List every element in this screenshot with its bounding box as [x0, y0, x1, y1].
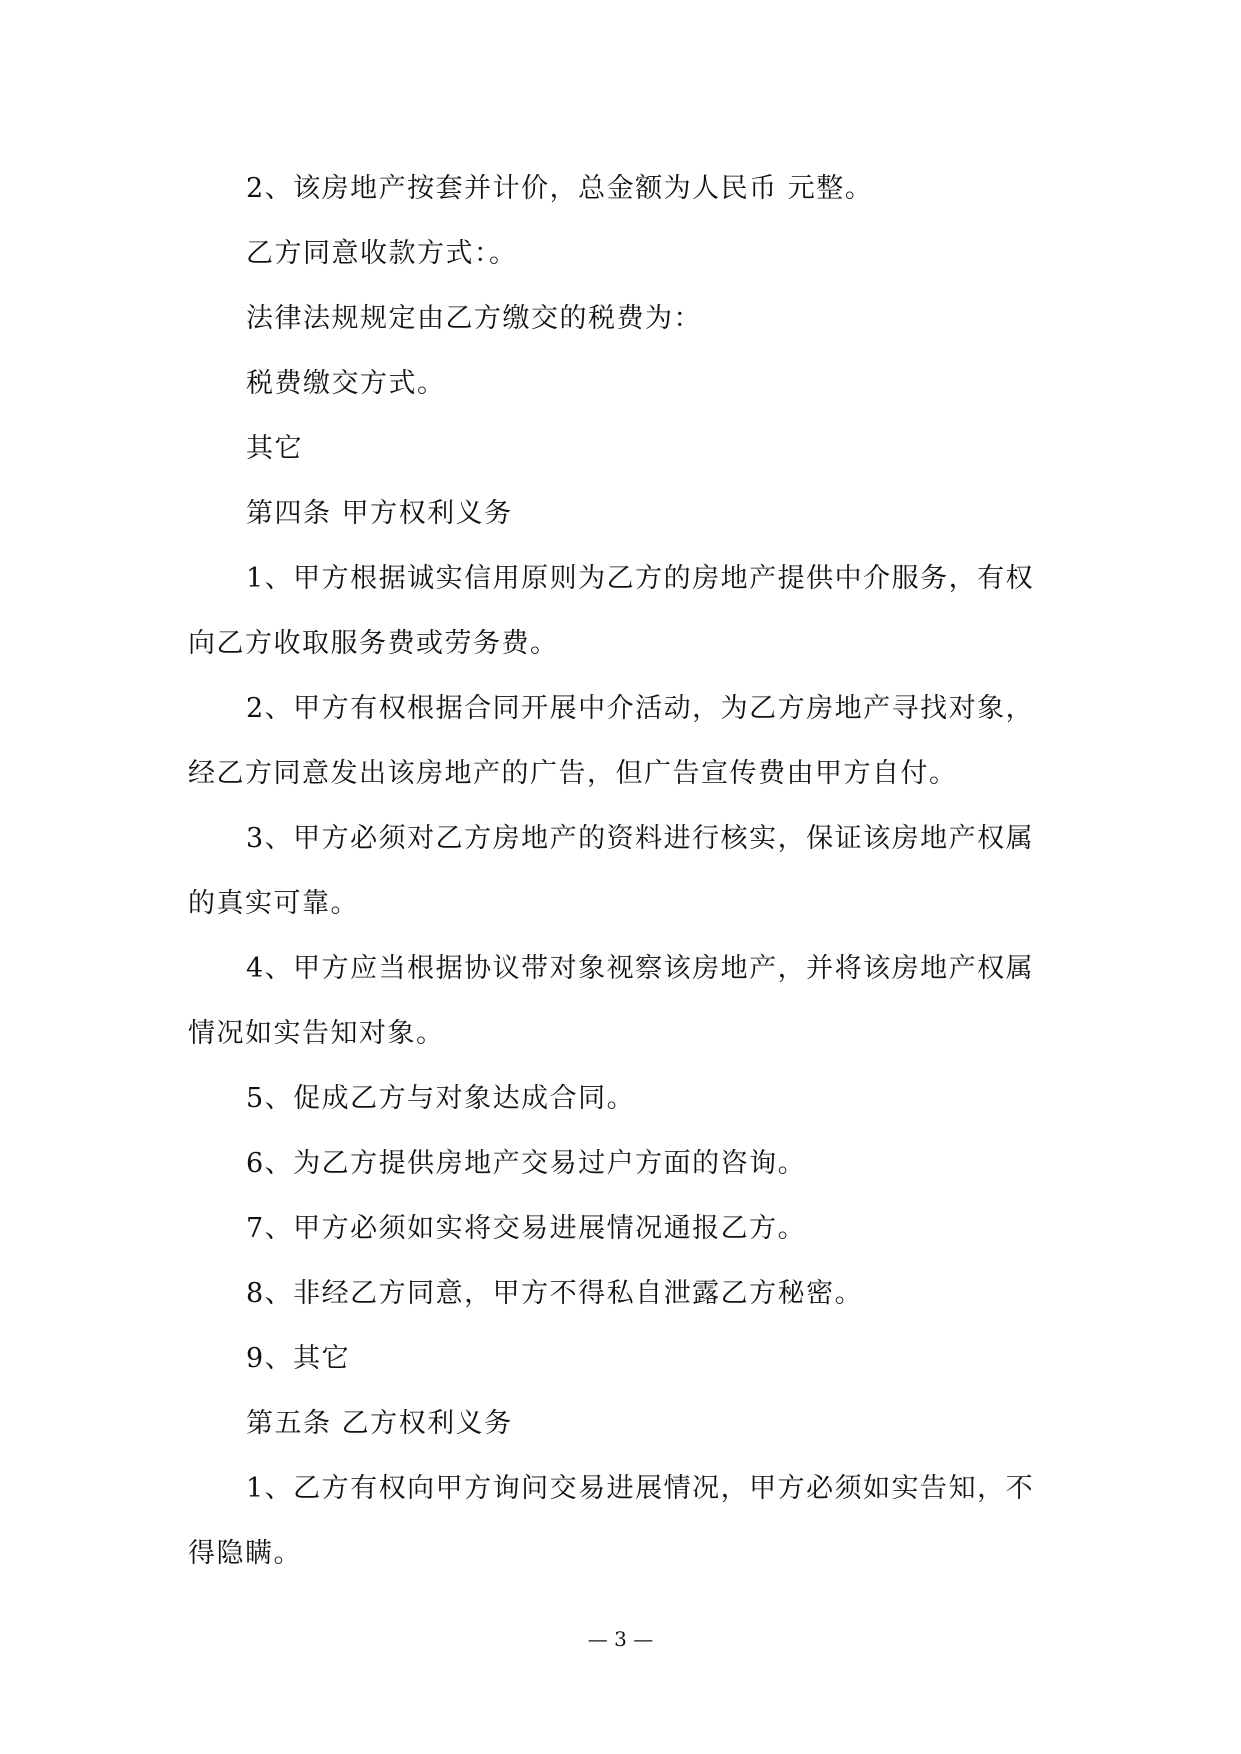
paragraph: 税费缴交方式。	[246, 368, 446, 399]
paragraph: 8、非经乙方同意，甲方不得私自泄露乙方秘密。	[246, 1278, 864, 1309]
paragraph: 3、甲方必须对乙方房地产的资料进行核实，保证该房地产权属的真实可靠。	[188, 823, 1035, 919]
paragraph: 7、甲方必须如实将交易进展情况通报乙方。	[246, 1213, 807, 1244]
page-number: — 3 —	[587, 1627, 654, 1651]
paragraph: 4、甲方应当根据协议带对象视察该房地产，并将该房地产权属情况如实告知对象。	[188, 953, 1035, 1049]
paragraph: 乙方同意收款方式：。	[246, 238, 518, 269]
document-body	[188, 156, 1060, 1586]
paragraph: 其它	[246, 433, 303, 464]
paragraph: 6、为乙方提供房地产交易过户方面的咨询。	[246, 1148, 807, 1179]
paragraph: 法律法规规定由乙方缴交的税费为：	[246, 303, 702, 334]
paragraph: 1、乙方有权向甲方询问交易进展情况，甲方必须如实告知，不得隐瞒。	[188, 1473, 1035, 1569]
paragraph: 2、该房地产按套并计价，总金额为人民币 元整。	[246, 173, 874, 204]
paragraph: 9、其它	[246, 1343, 351, 1374]
section-heading: 第四条 甲方权利义务	[246, 498, 513, 529]
section-heading: 第五条 乙方权利义务	[246, 1408, 513, 1439]
paragraph: 1、甲方根据诚实信用原则为乙方的房地产提供中介服务，有权向乙方收取服务费或劳务费。	[188, 563, 1035, 659]
paragraph: 2、甲方有权根据合同开展中介活动，为乙方房地产寻找对象，经乙方同意发出该房地产的广告，但广告宣传费由甲方自付。	[188, 693, 1035, 789]
paragraph: 5、促成乙方与对象达成合同。	[246, 1083, 636, 1114]
